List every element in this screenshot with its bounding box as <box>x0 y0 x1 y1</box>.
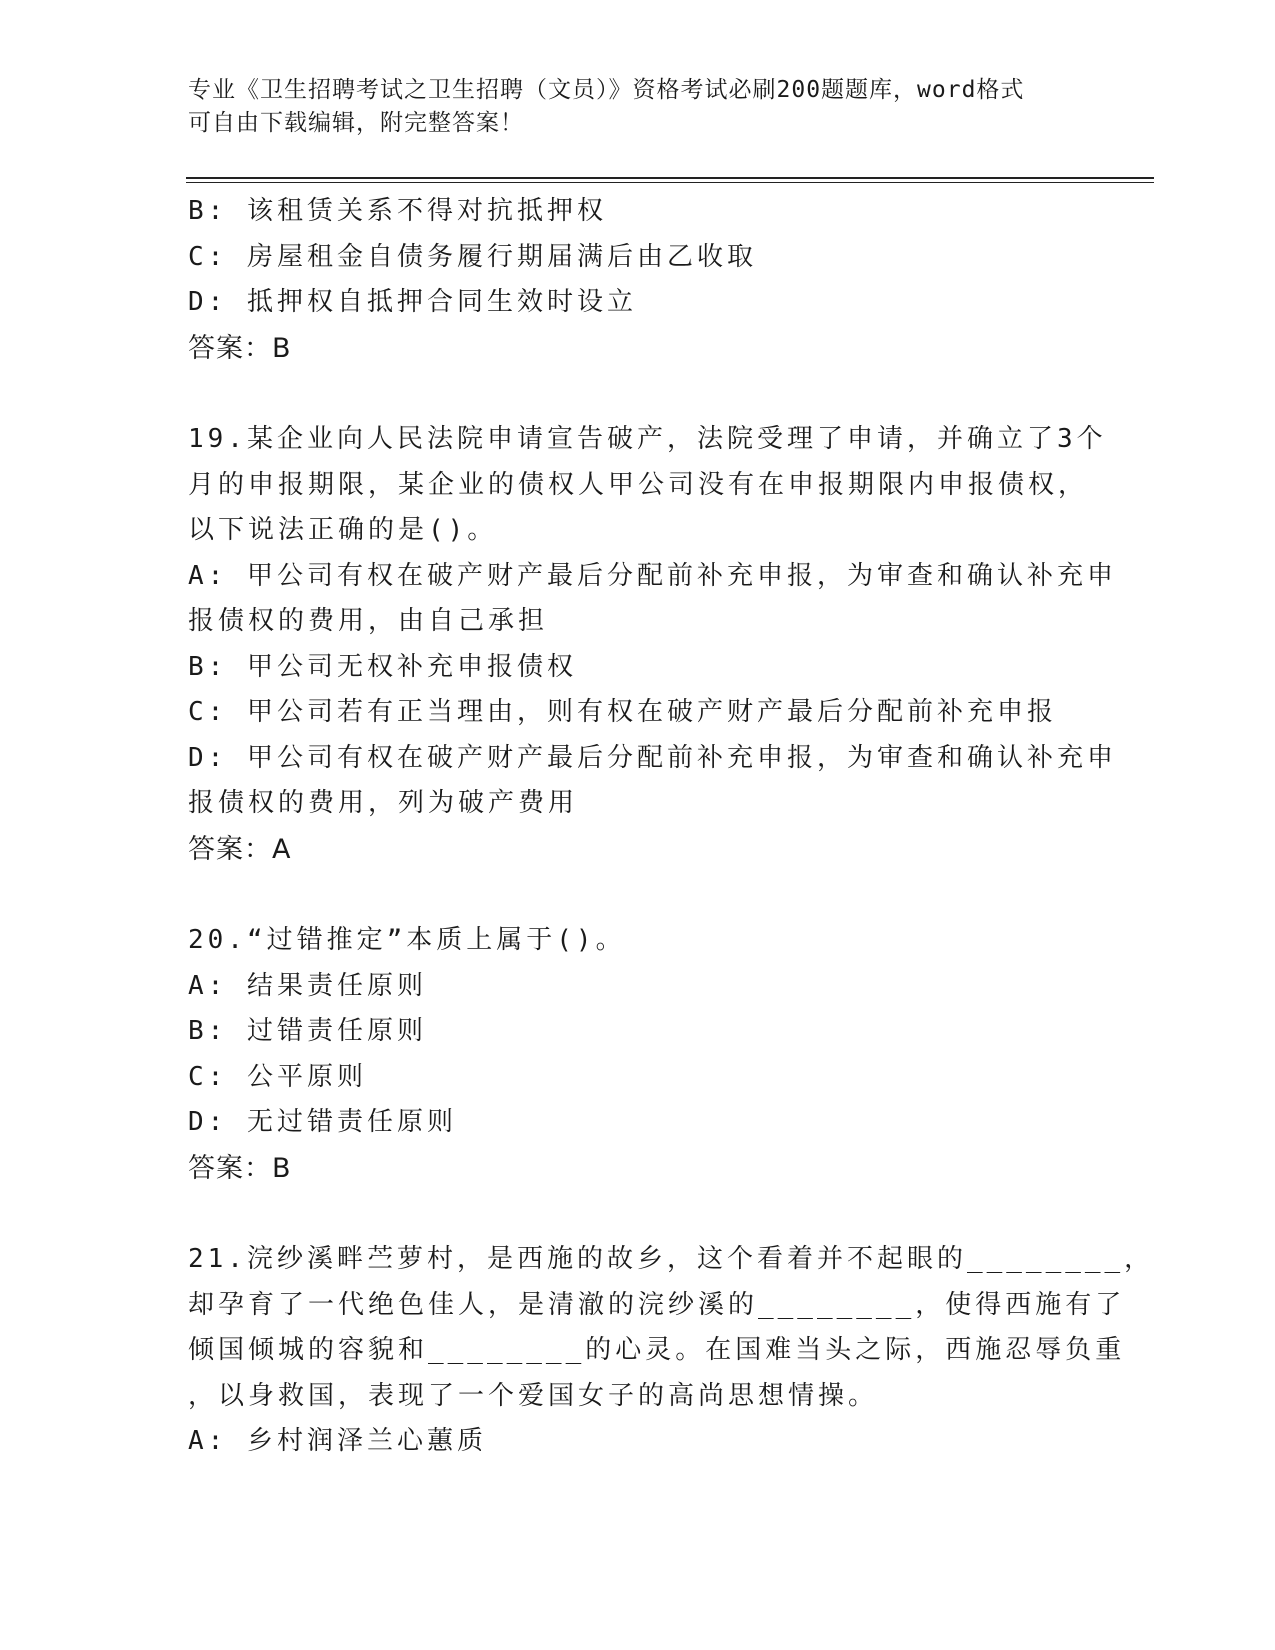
question-20 <box>188 918 1088 1191</box>
option-d: D: 无过错责任原则 <box>188 1107 457 1137</box>
option-a: A: 结果责任原则 <box>188 970 427 1001</box>
option-c: C: 甲公司若有正当理由，则有权在破产财产最后分配前补充申报 <box>188 697 1057 727</box>
answer-text: 答案：A <box>188 833 292 865</box>
question-19 <box>188 417 1117 872</box>
question-stem-line: 却孕育了一代绝色佳人，是清澈的浣纱溪的________，使得西施有了 <box>188 1289 1126 1320</box>
option-b: B: 甲公司无权补充申报债权 <box>188 651 577 682</box>
option-d-continued: 报债权的费用，列为破产费用 <box>188 788 579 818</box>
option-a: A: 乡村润泽兰心蕙质 <box>188 1426 487 1456</box>
header-divider-thick <box>186 177 1154 179</box>
question-stem-line: ，以身救国，表现了一个爱国女子的高尚思想情操。 <box>188 1380 879 1411</box>
question-18-continued <box>188 189 1088 371</box>
option-c: C: 公平原则 <box>188 1061 367 1092</box>
question-stem-line: 倾国倾城的容貌和________的心灵。在国难当头之际，西施忍辱负重 <box>188 1335 1126 1365</box>
question-stem-line: 19.某企业向人民法院申请宣告破产，法院受理了申请，并确立了3个 <box>188 424 1107 454</box>
answer-text: 答案：B <box>188 332 292 364</box>
question-21 <box>188 1237 1155 1465</box>
question-stem-line: 月的申报期限，某企业的债权人甲公司没有在申报期限内申报债权， <box>188 469 1089 500</box>
question-stem-line: 21.浣纱溪畔苎萝村，是西施的故乡，这个看着并不起眼的________， <box>188 1244 1155 1274</box>
question-stem-line: 以下说法正确的是()。 <box>188 515 498 545</box>
spacer <box>188 1191 1088 1237</box>
question-content <box>188 189 1155 1465</box>
option-b: B: 过错责任原则 <box>188 1016 427 1046</box>
header-title-line-1: 专业《卫生招聘考试之卫生招聘（文员）》资格考试必刷200题题库，word格式 <box>188 77 1025 103</box>
header-divider-thin <box>186 182 1154 183</box>
answer-text: 答案：B <box>188 1152 292 1184</box>
option-a-continued: 报债权的费用，由自己承担 <box>188 606 549 636</box>
option-a: A: 甲公司有权在破产财产最后分配前补充申报，为审查和确认补充申 <box>188 560 1117 591</box>
option-b: B: 该租赁关系不得对抗抵押权 <box>188 196 607 226</box>
document-header <box>188 74 1068 140</box>
option-d: D: 甲公司有权在破产财产最后分配前补充申报，为审查和确认补充申 <box>188 742 1117 773</box>
question-stem-line: 20.“过错推定”本质上属于()。 <box>188 925 626 955</box>
spacer <box>188 371 1088 417</box>
header-title-line-2: 可自由下载编辑，附完整答案！ <box>188 110 524 136</box>
option-c: C: 房屋租金自债务履行期届满后由乙收取 <box>188 241 757 272</box>
option-d: D: 抵押权自抵押合同生效时设立 <box>188 287 637 317</box>
spacer <box>188 872 1088 918</box>
